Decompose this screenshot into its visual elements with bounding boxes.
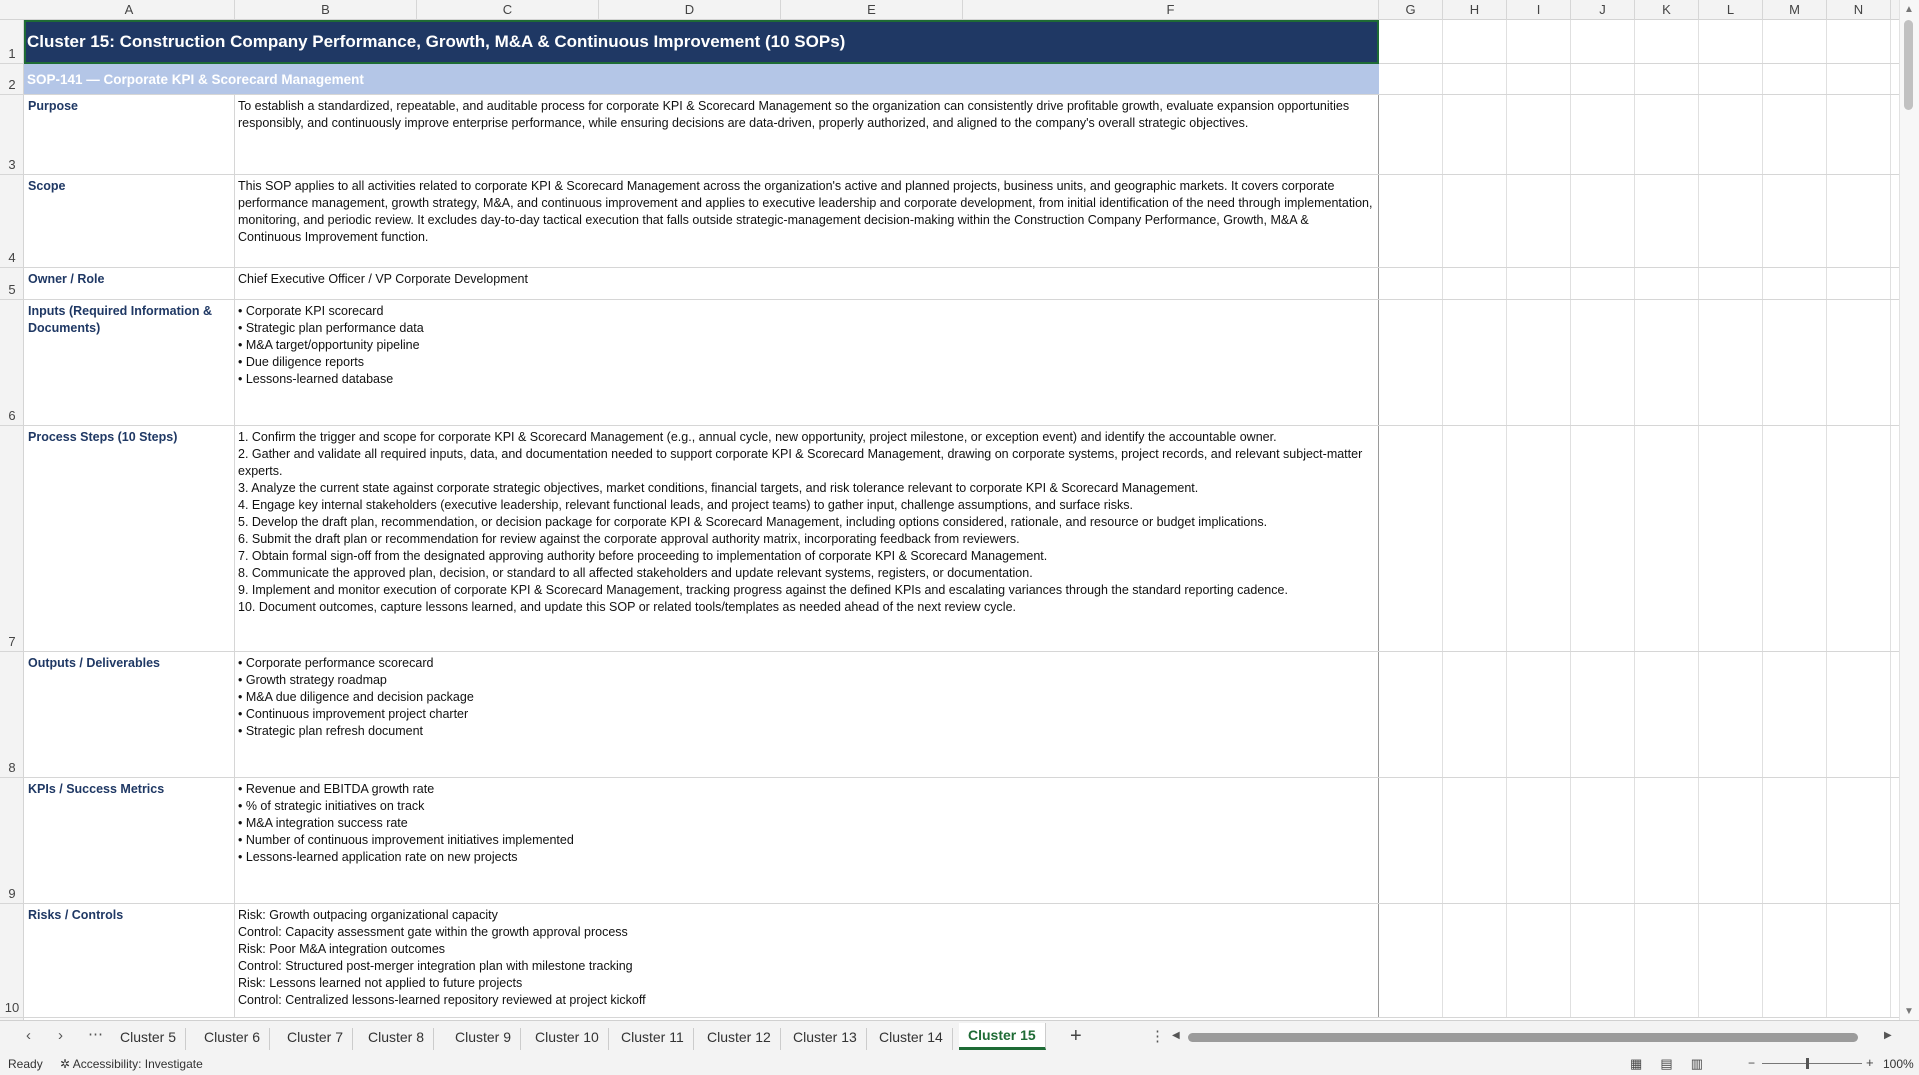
column-header-j[interactable]: J [1571, 0, 1635, 20]
empty-cell[interactable] [1442, 64, 1443, 94]
column-header-a[interactable]: A [24, 0, 235, 20]
sop-field-row [24, 778, 1900, 904]
sheet-tab-cluster-15[interactable]: Cluster 15 [959, 1023, 1046, 1050]
empty-cell[interactable] [1570, 20, 1571, 63]
page-layout-icon[interactable]: ▤ [1660, 1056, 1673, 1071]
empty-cell[interactable] [1762, 904, 1763, 1017]
empty-cell[interactable] [1570, 904, 1571, 1017]
empty-cell[interactable] [1634, 778, 1635, 903]
empty-cell[interactable] [1826, 778, 1827, 903]
empty-cell[interactable] [1634, 95, 1635, 174]
field-value-cell[interactable]: To establish a standardized, repeatable, and auditable process for corporate KPI & Scorecard Management so the organization can consistently drive profitable growth, evaluate expansion opportunities responsibly, and continuously improve enterprise performance, while ensuring decisions are data-driven, properly authorized, and aligned to the company's overall strategic objectives. [235, 95, 1379, 174]
scroll-up-icon[interactable]: ▲ [1904, 4, 1914, 15]
column-header-k[interactable]: K [1635, 0, 1699, 20]
empty-cell[interactable] [1826, 20, 1827, 63]
empty-cell[interactable] [1890, 95, 1891, 174]
empty-cell[interactable] [1506, 652, 1507, 777]
field-label-cell[interactable]: Owner / Role [24, 268, 235, 299]
field-label-cell[interactable]: Risks / Controls [24, 904, 235, 1017]
empty-cells[interactable] [1379, 20, 1900, 63]
column-header-h[interactable]: H [1443, 0, 1507, 20]
empty-cells[interactable] [1379, 268, 1900, 299]
empty-cell[interactable] [1570, 426, 1571, 651]
scroll-down-icon[interactable]: ▼ [1904, 1006, 1914, 1017]
field-label-cell[interactable]: Scope [24, 175, 235, 267]
empty-cell[interactable] [1890, 175, 1891, 267]
empty-cell[interactable] [1698, 20, 1699, 63]
sop-field-row [24, 426, 1900, 652]
row-header-10[interactable]: 10 [0, 904, 24, 1018]
sop-field-row [24, 175, 1900, 268]
empty-cell[interactable] [1442, 268, 1443, 299]
scroll-left-icon[interactable]: ◀ [1172, 1030, 1180, 1041]
empty-cell[interactable] [1506, 268, 1507, 299]
empty-cell[interactable] [1634, 426, 1635, 651]
empty-cell[interactable] [1442, 300, 1443, 425]
field-value-cell[interactable]: Risk: Growth outpacing organizational capacity Control: Capacity assessment gate within the growth approval process Risk: Poor M&A integration outcomes Control: Structured post-merger integration plan with milestone tracking Risk: Lessons learned not applied to future projects Control: Centralized lessons-learned repository reviewed at project kickoff [235, 904, 1379, 1017]
empty-cell[interactable] [1762, 300, 1763, 425]
field-value-cell[interactable]: 1. Confirm the trigger and scope for corporate KPI & Scorecard Management (e.g., annual cycle, new opportunity, project milestone, or exception event) and identify the accountable owner. 2. Gather and validate all required inputs, data, and documentation needed to support corporate KPI & Scorecard Management, drawing on corporate systems, project records, and relevant subject-matter experts. 3. Analyze the current state against corporate strategic objectives, market conditions, financial targets, and risk tolerance relevant to corporate KPI & Scorecard Management. 4. Engage key internal stakeholders (executive leadership, relevant functional leads, and project teams) to gather input, challenge assumptions, and surface risks. 5. Develop the draft plan, recommendation, or decision package for corporate KPI & Scorecard Management, including options considered, rationale, and resource or budget implications. 6. Submit the draft plan or recommendation for review against the corporate approval authority matrix, incorporating feedback from reviewers. 7. Obtain formal sign-off from the designated approving authority before proceeding to implementation of corporate KPI & Scorecard Management. 8. Communicate the approved plan, decision, or standard to all affected stakeholders and update relevant systems, registers, or documentation. 9. Implement and monitor execution of corporate KPI & Scorecard Management, tracking progress against the defined KPIs and escalating variances through the standard reporting cadence. 10. Document outcomes, capture lessons learned, and update this SOP or related tools/templates as needed ahead of the next review cycle. [235, 426, 1379, 651]
empty-cell[interactable] [1570, 300, 1571, 425]
empty-cell[interactable] [1570, 778, 1571, 903]
chevron-left-icon[interactable]: ‹ [26, 1027, 31, 1044]
empty-cell[interactable] [1826, 175, 1827, 267]
sheet-tab-cluster-7[interactable]: Cluster 7 [278, 1028, 353, 1050]
empty-cells[interactable] [1379, 64, 1900, 94]
empty-cell[interactable] [1890, 268, 1891, 299]
plus-icon[interactable]: + [1070, 1025, 1082, 1047]
vertical-scroll-thumb[interactable] [1904, 20, 1913, 110]
empty-cell[interactable] [1442, 778, 1443, 903]
empty-cell[interactable] [1762, 268, 1763, 299]
empty-cell[interactable] [1442, 95, 1443, 174]
zoom-slider[interactable] [1762, 1063, 1862, 1064]
sheet-tab-cluster-5[interactable]: Cluster 5 [111, 1028, 186, 1050]
empty-cell[interactable] [1698, 300, 1699, 425]
accessibility-icon: ✲ [60, 1057, 71, 1071]
sheet-tab-cluster-6[interactable]: Cluster 6 [195, 1028, 270, 1050]
empty-cell[interactable] [1698, 95, 1699, 174]
field-value-cell[interactable]: • Corporate KPI scorecard • Strategic plan performance data • M&A target/opportunity pipeline • Due diligence reports • Lessons-learned database [235, 300, 1379, 425]
empty-cell[interactable] [1826, 652, 1827, 777]
column-header-d[interactable]: D [599, 0, 781, 20]
field-value-cell[interactable]: • Revenue and EBITDA growth rate • % of strategic initiatives on track • M&A integration success rate • Number of continuous improvement initiatives implemented • Lessons-learned application rate on new projects [235, 778, 1379, 903]
sop-field-row [24, 300, 1900, 426]
empty-cell[interactable] [1698, 652, 1699, 777]
zoom-out-icon[interactable]: − [1748, 1056, 1756, 1070]
empty-cell[interactable] [1698, 904, 1699, 1017]
empty-cell[interactable] [1506, 95, 1507, 174]
empty-cell[interactable] [1634, 175, 1635, 267]
column-header-l[interactable]: L [1699, 0, 1763, 20]
empty-cell[interactable] [1506, 175, 1507, 267]
accessibility-status[interactable] [60, 1057, 203, 1071]
empty-cell[interactable] [1570, 652, 1571, 777]
scroll-right-icon[interactable]: ▶ [1884, 1030, 1892, 1041]
row-header-bar [0, 20, 24, 1020]
column-header-b[interactable]: B [235, 0, 417, 20]
empty-cell[interactable] [1506, 64, 1507, 94]
empty-cell[interactable] [1570, 64, 1571, 94]
empty-cell[interactable] [1826, 268, 1827, 299]
empty-cell[interactable] [1634, 268, 1635, 299]
empty-cell[interactable] [1634, 904, 1635, 1017]
empty-cell[interactable] [1442, 904, 1443, 1017]
empty-cell[interactable] [1442, 652, 1443, 777]
sop-heading[interactable]: SOP-141 — Corporate KPI & Scorecard Management [27, 72, 364, 87]
field-value-cell[interactable]: • Corporate performance scorecard • Growth strategy roadmap • M&A due diligence and decision package • Continuous improvement project charter • Strategic plan refresh document [235, 652, 1379, 777]
sheet-tab-cluster-11[interactable]: Cluster 11 [612, 1028, 694, 1050]
empty-cell[interactable] [1506, 426, 1507, 651]
row-header-6[interactable]: 6 [0, 300, 24, 426]
vertical-scrollbar[interactable] [1899, 0, 1919, 1020]
sheet-tab-cluster-10[interactable]: Cluster 10 [526, 1028, 609, 1050]
sop-field-row [24, 652, 1900, 778]
status-ready: Ready [8, 1057, 43, 1071]
sheet-tab-cluster-9[interactable]: Cluster 9 [446, 1028, 521, 1050]
sop-field-row [24, 95, 1900, 175]
column-header-m[interactable]: M [1763, 0, 1827, 20]
column-header-n[interactable]: N [1827, 0, 1891, 20]
empty-cell[interactable] [1890, 904, 1891, 1017]
empty-cell[interactable] [1762, 64, 1763, 94]
ellipsis-icon[interactable]: ⋯ [88, 1026, 103, 1043]
field-label-cell[interactable]: Purpose [24, 95, 235, 174]
row-header-9[interactable]: 9 [0, 778, 24, 904]
view-buttons [1630, 1056, 1703, 1072]
empty-cell[interactable] [1890, 426, 1891, 651]
empty-cells[interactable] [1379, 904, 1900, 1017]
empty-cell[interactable] [1698, 175, 1699, 267]
empty-cells[interactable] [1379, 652, 1900, 777]
accessibility-label: Accessibility: Investigate [72, 1057, 203, 1071]
field-label-cell[interactable]: KPIs / Success Metrics [24, 778, 235, 903]
empty-cell[interactable] [1762, 95, 1763, 174]
empty-cell[interactable] [1890, 64, 1891, 94]
row-header-4[interactable]: 4 [0, 175, 24, 268]
row-header-7[interactable]: 7 [0, 426, 24, 652]
empty-cell[interactable] [1506, 778, 1507, 903]
empty-cell[interactable] [1634, 652, 1635, 777]
normal-view-icon[interactable]: ▦ [1630, 1056, 1643, 1071]
empty-cell[interactable] [1442, 175, 1443, 267]
empty-cell[interactable] [1890, 20, 1891, 63]
empty-cell[interactable] [1570, 175, 1571, 267]
horizontal-scroll-thumb[interactable] [1188, 1033, 1858, 1042]
sheet-tab-cluster-12[interactable]: Cluster 12 [698, 1028, 781, 1050]
empty-cell[interactable] [1826, 904, 1827, 1017]
empty-cell[interactable] [1698, 268, 1699, 299]
zoom-in-icon[interactable]: + [1866, 1055, 1874, 1070]
empty-cell[interactable] [1826, 426, 1827, 651]
chevron-right-icon[interactable]: › [58, 1027, 63, 1044]
more-options-icon[interactable]: ⋮ [1150, 1028, 1165, 1045]
empty-cell[interactable] [1698, 778, 1699, 903]
empty-cell[interactable] [1634, 64, 1635, 94]
sop-field-row [24, 904, 1900, 1018]
row-header-3[interactable]: 3 [0, 95, 24, 175]
empty-cells[interactable] [1379, 175, 1900, 267]
sop-field-row [24, 268, 1900, 300]
zoom-slider-knob[interactable] [1806, 1058, 1809, 1069]
empty-cells[interactable] [1379, 778, 1900, 903]
cluster-title-row [24, 20, 1900, 64]
empty-cell[interactable] [1698, 426, 1699, 651]
field-label-cell[interactable]: Process Steps (10 Steps) [24, 426, 235, 651]
empty-cell[interactable] [1826, 300, 1827, 425]
empty-cell[interactable] [1826, 95, 1827, 174]
sheet-tab-bar [0, 1020, 1919, 1052]
empty-cell[interactable] [1762, 652, 1763, 777]
zoom-level[interactable]: 100% [1883, 1057, 1914, 1071]
row-header-5[interactable]: 5 [0, 268, 24, 300]
empty-cell[interactable] [1890, 652, 1891, 777]
status-bar [0, 1052, 1919, 1075]
field-label-cell[interactable]: Outputs / Deliverables [24, 652, 235, 777]
sheet-tab-cluster-8[interactable]: Cluster 8 [359, 1028, 434, 1050]
empty-cell[interactable] [1762, 175, 1763, 267]
empty-cell[interactable] [1570, 268, 1571, 299]
empty-cell[interactable] [1506, 300, 1507, 425]
row-header-8[interactable]: 8 [0, 652, 24, 778]
column-header-i[interactable]: I [1507, 0, 1571, 20]
empty-cell[interactable] [1506, 20, 1507, 63]
column-header-bar [24, 0, 1900, 20]
empty-cells[interactable] [1379, 426, 1900, 651]
empty-cells[interactable] [1379, 300, 1900, 425]
field-label-cell[interactable]: Inputs (Required Information & Documents) [24, 300, 235, 425]
field-value-cell[interactable]: Chief Executive Officer / VP Corporate Development [235, 268, 1379, 299]
column-header-c[interactable]: C [417, 0, 599, 20]
cluster-title[interactable]: Cluster 15: Construction Company Performance, Growth, M&A & Continuous Improvement (10 SOPs) [27, 32, 846, 51]
empty-cell[interactable] [1506, 904, 1507, 1017]
empty-cell[interactable] [1890, 300, 1891, 425]
column-header-e[interactable]: E [781, 0, 963, 20]
empty-cell[interactable] [1442, 20, 1443, 63]
column-header-g[interactable]: G [1379, 0, 1443, 20]
empty-cells[interactable] [1379, 95, 1900, 174]
field-value-cell[interactable]: This SOP applies to all activities related to corporate KPI & Scorecard Management across the organization's active and planned projects, business units, and geographic markets. It covers corporate performance management, growth strategy, M&A, and continuous improvement and applies to executive leadership and corporate development, from initial identification of the need through implementation, monitoring, and periodic review. It excludes day-to-day tactical execution that falls outside strategic-management decision-making within the Construction Company Performance, Growth, M&A & Continuous Improvement function. [235, 175, 1379, 267]
empty-cell[interactable] [1634, 300, 1635, 425]
empty-cell[interactable] [1442, 426, 1443, 651]
page-break-preview-icon[interactable]: ▥ [1690, 1056, 1704, 1071]
sop-heading-row [24, 64, 1900, 95]
sheet-tab-cluster-14[interactable]: Cluster 14 [870, 1028, 953, 1050]
column-header-f[interactable]: F [963, 0, 1379, 20]
select-all-corner[interactable] [0, 0, 24, 20]
row-header-1[interactable]: 1 [0, 20, 24, 64]
sheet-tab-cluster-13[interactable]: Cluster 13 [784, 1028, 867, 1050]
empty-cell[interactable] [1826, 64, 1827, 94]
empty-cell[interactable] [1762, 426, 1763, 651]
empty-cell[interactable] [1762, 20, 1763, 63]
empty-cell[interactable] [1570, 95, 1571, 174]
empty-cell[interactable] [1890, 778, 1891, 903]
empty-cell[interactable] [1634, 20, 1635, 63]
horizontal-scrollbar[interactable] [1172, 1030, 1896, 1044]
row-header-2[interactable]: 2 [0, 64, 24, 95]
empty-cell[interactable] [1698, 64, 1699, 94]
empty-cell[interactable] [1762, 778, 1763, 903]
